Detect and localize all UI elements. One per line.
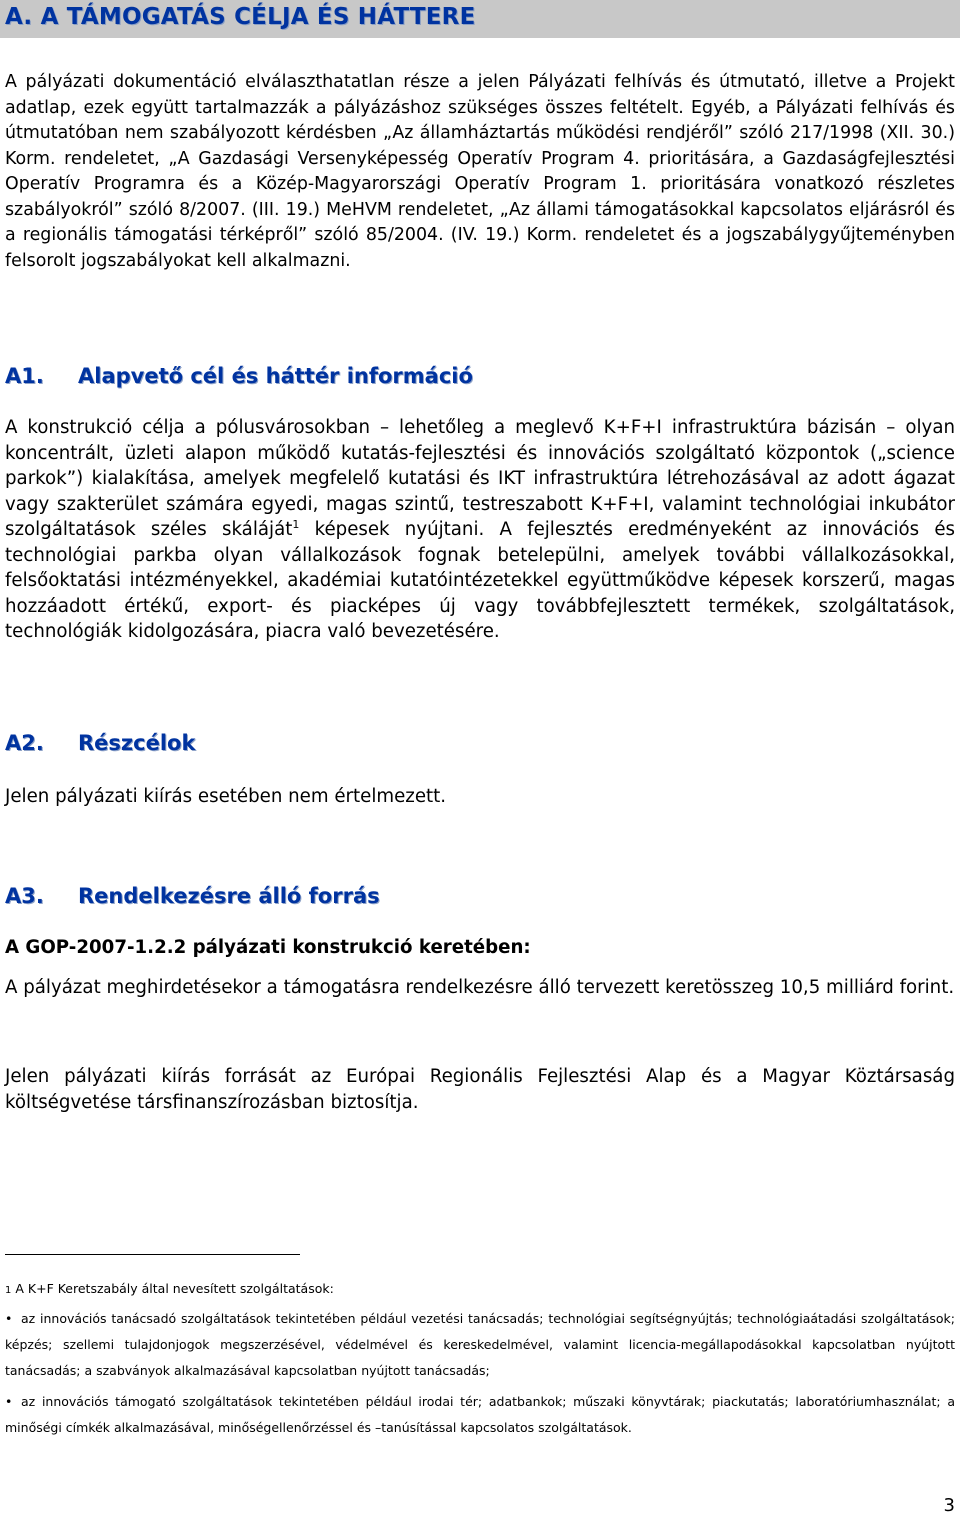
page-number: 3 bbox=[943, 1495, 955, 1516]
footnote-number: 1 bbox=[5, 1285, 12, 1296]
section-heading-a1 bbox=[5, 364, 473, 388]
a1-text-part-2: képesek nyújtani. A fejlesztés eredményeként az innovációs és technológiai parkba olyan vállalkozások fognak betelepülni, amelyek további vállalkozásokkal, felsőoktatási intézményekkel, akadémiai kutatóintézetekkel együttműködve képesek korszerű, magas hozzáadott értékű, export- és piacképes új vagy továbbfejlesztett termékek, szolgáltatások, technológiák kidolgozására, piacra való bevezetésére. bbox=[5, 519, 955, 642]
section-title: Részcélok bbox=[78, 731, 196, 755]
footnote-item-text: az innovációs tanácsadó szolgáltatások tekintetében például vezetési tanácsadás; technológiai segítségnyújtás; technológiaátadási szolgáltatások; képzés; szellemi tulajdonjogok megszerzésével, védelmével és kereskedelmével, valamint licencia-megállapodásokkal kapcsolatban nyújtott tanácsadás; a szabványok alkalmazásával kapcsolatban nyújtott tanácsadás; bbox=[5, 1311, 955, 1378]
a2-paragraph: Jelen pályázati kiírás esetében nem értelmezett. bbox=[5, 786, 447, 807]
page-title: A. A TÁMOGATÁS CÉLJA ÉS HÁTTERE bbox=[5, 4, 476, 30]
bullet-icon: • bbox=[5, 1394, 13, 1409]
footnote-divider bbox=[5, 1254, 300, 1255]
a3-paragraph-1: A pályázat meghirdetésekor a támogatásra rendelkezésre álló tervezett keretösszeg 10,5 milliárd forint. bbox=[5, 977, 955, 998]
intro-paragraph: A pályázati dokumentáció elválaszthatatlan része a jelen Pályázati felhívás és útmutató, illetve a Projekt adatlap, ezek együtt tartalmazzák a pályázáshoz szükséges összes feltételt. Egyéb, a Pályázati felhívás és útmutatóban nem szabályozott kérdésben „Az államháztartás működési rendjéről” szóló 217/1998 (XII. 30.) Korm. rendeletet, „A Gazdasági Versenyképesség Operatív Program 4. prioritására, a Gazdaságfejlesztési Operatív Programra és a Közép-Magyarországi Operatív Program 1. prioritására vonatkozó részletes szabályokról” szóló 8/2007. (III. 19.) MeHVM rendeletet, „Az állami támogatásokkal kapcsolatos eljárásról és a regionális támogatási térképről” szóló 85/2004. (IV. 19.) Korm. rendeletet és a jogszabálygyűjteményben felsorolt jogszabályokat kell alkalmazni. bbox=[5, 72, 955, 271]
section-heading-a2 bbox=[5, 731, 195, 755]
section-number: A3. bbox=[5, 884, 44, 908]
footnote-title bbox=[5, 1281, 334, 1296]
section-heading-a3 bbox=[5, 884, 380, 908]
a1-paragraph bbox=[5, 415, 955, 645]
footnote-item-text: az innovációs támogató szolgáltatások tekintetében például irodai tér; adatbankok; műszaki könyvtárak; piackutatás; laboratóriumhasználat; a minőségi címkék alkalmazásával, minőségellenőrzéssel és –tanúsítással kapcsolatos szolgáltatások. bbox=[5, 1394, 955, 1435]
bullet-icon: • bbox=[5, 1311, 13, 1326]
footnote-title-text: A K+F Keretszabály által nevesített szolgáltatások: bbox=[15, 1281, 334, 1296]
section-number: A2. bbox=[5, 731, 44, 755]
section-title: Rendelkezésre álló forrás bbox=[78, 884, 380, 908]
footnote-reference[interactable]: 1 bbox=[292, 517, 300, 531]
a3-subheading: A GOP-2007-1.2.2 pályázati konstrukció keretében: bbox=[5, 937, 531, 958]
a3-paragraph-2: Jelen pályázati kiírás forrását az Európai Regionális Fejlesztési Alap és a Magyar Köztársaság költségvetése társfinanszírozásban biztosítja. bbox=[5, 1066, 955, 1113]
section-title: Alapvető cél és háttér információ bbox=[78, 364, 473, 388]
footnote-list-item bbox=[5, 1306, 955, 1384]
section-number: A1. bbox=[5, 364, 44, 388]
footnote-list-item bbox=[5, 1389, 955, 1441]
a1-text-part-1: A konstrukció célja a pólusvárosokban – lehetőleg a meglevő K+F+I infrastruktúra bázisán – olyan koncentrált, üzleti alapon működő kutatás-fejlesztési és innovációs szolgáltató központok („science parkok”) kialakítása, amelyek megfelelő kutatási és IKT infrastruktúra létrehozásával az adott ágazat vagy szakterület számára egyedi, magas szintű, testreszabott K+F+I, valamint technológiai inkubátor szolgáltatások széles skáláját bbox=[5, 417, 955, 540]
